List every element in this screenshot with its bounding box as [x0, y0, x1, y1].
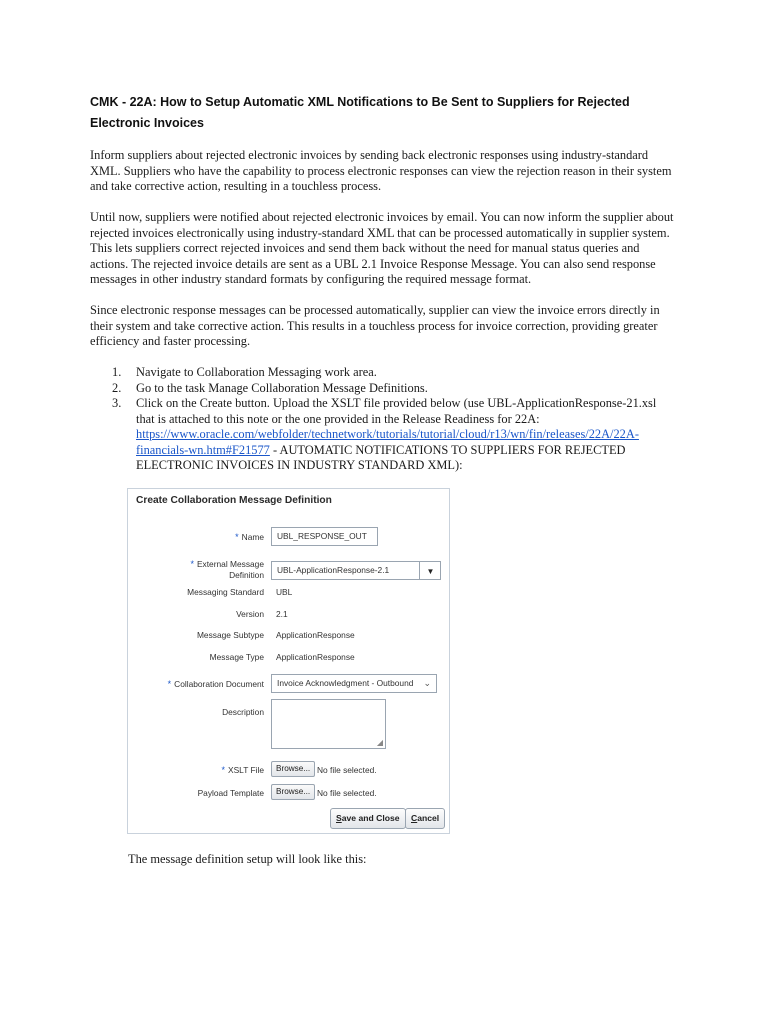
steps-list [90, 365, 675, 474]
release-readiness-link[interactable]: https://www.oracle.com/webfolder/technetwork/tutorials/tutorial/cloud/r13/wn/fin/releases/22A/22A-financials-wn.htm#F21577 [136, 427, 639, 457]
collaboration-document-select[interactable]: Invoice Acknowledgment - Outbound ⌄ [271, 674, 437, 693]
messaging-standard-label: Messaging Standard [187, 587, 264, 597]
payload-file-status: No file selected. [317, 788, 377, 798]
list-item: 2. Go to the task Manage Collaboration Message Definitions. [112, 380, 428, 395]
document-title: CMK - 22A: How to Setup Automatic XML Notifications to Be Sent to Suppliers for Rejected Electronic Invoices [90, 95, 630, 130]
message-subtype-value: ApplicationResponse [276, 630, 355, 640]
message-type-value: ApplicationResponse [276, 652, 355, 662]
caption-text: The message definition setup will look like this: [128, 852, 367, 866]
required-icon: * [167, 679, 172, 689]
collaboration-document-label: * Collaboration Document [167, 679, 264, 689]
paragraph-benefits: Since electronic response messages can be processed automatically, supplier can view the invoice errors directly in their system and take corrective action. This results in a touchless process for invoice correction, providing greater efficiency and faster processing. [90, 303, 660, 348]
name-input[interactable]: UBL_RESPONSE_OUT [271, 527, 378, 546]
required-icon: * [190, 559, 194, 569]
paragraph-until-now: Until now, suppliers were notified about rejected electronic invoices by email. You can now inform the supplier about rejected invoices electronically using industry-standard XML that can be processed automatically in supplier system. This lets suppliers correct rejected invoices and send them back without the need for manual status queries and actions. The rejected invoice details are sent as a UBL 2.1 Invoice Response Message. You can also send response messages in other industry standard formats by configuring the required message format. [90, 210, 674, 286]
create-message-definition-dialog [127, 488, 450, 834]
external-message-select[interactable]: UBL-ApplicationResponse-2.1 ▼ [271, 561, 441, 580]
paragraph-intro: Inform suppliers about rejected electronic invoices by sending back electronic responses using industry-standard XML. Suppliers who have the capability to process electronic responses can view the rejection reason in their system and take corrective action, resulting in a touchless process. [90, 148, 672, 193]
required-icon: * [221, 765, 225, 775]
messaging-standard-value: UBL [276, 587, 293, 597]
message-type-label: Message Type [209, 652, 264, 662]
xslt-file-status: No file selected. [317, 765, 377, 775]
version-value: 2.1 [276, 609, 288, 619]
description-textarea[interactable] [271, 699, 386, 749]
dropdown-arrow-icon[interactable]: ▼ [419, 562, 441, 580]
payload-template-label: Payload Template [197, 788, 264, 798]
chevron-down-icon: ⌄ [423, 678, 431, 688]
xslt-file-label: * XSLT File [221, 765, 264, 775]
list-item: 1. Navigate to Collaboration Messaging work area. [112, 365, 377, 379]
cancel-button[interactable]: Cancel [405, 808, 445, 829]
dialog-title: Create Collaboration Message Definition [136, 495, 332, 506]
external-message-label: * External Message Definition [190, 559, 264, 580]
version-label: Version [236, 609, 264, 619]
description-label: Description [222, 707, 264, 717]
resize-grip-icon[interactable]: ◢ [376, 738, 383, 747]
xslt-browse-button[interactable]: Browse... [271, 761, 315, 777]
payload-browse-button[interactable]: Browse... [271, 784, 315, 800]
name-label: * Name [235, 532, 264, 542]
save-and-close-button[interactable]: Save and Close [330, 808, 406, 829]
required-icon: * [235, 532, 239, 542]
message-subtype-label: Message Subtype [196, 630, 264, 640]
list-item: 3. Click on the Create button. Upload the XSLT file provided below (use UBL-ApplicationResponse-21.xsl that is attached to this note or the one provided in the Release Readiness for 22A: https://www.oracle.com/webfolder/technetwork/tutorials/tutorial/cloud/r13/wn/fin/releases/22A/22A-financials-wn.htm#F21577 - AUTOMATIC NOTIFICATIONS TO SUPPLIERS FOR REJECTED ELECTRONIC INVOICES IN INDUSTRY STANDARD XML): [112, 396, 657, 472]
